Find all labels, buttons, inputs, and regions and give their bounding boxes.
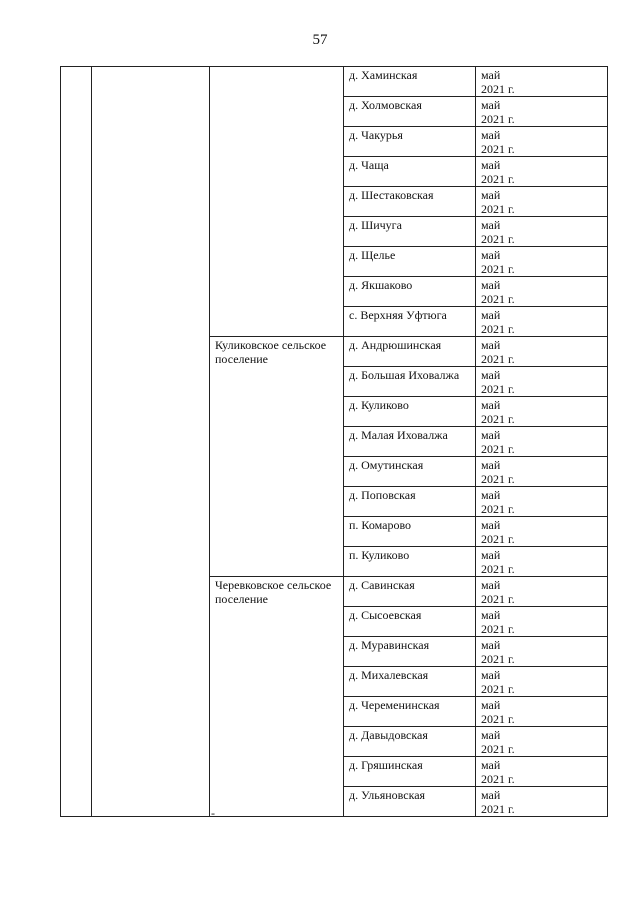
table-row [61, 67, 608, 97]
place-cell: д. Омутинская [344, 457, 476, 487]
settlement-cell: Черевковское сельское поселение [210, 577, 344, 817]
date-cell: май 2021 г. [476, 487, 608, 517]
place-cell: п. Комарово [344, 517, 476, 547]
settlement-cell [210, 67, 344, 337]
date-cell: май 2021 г. [476, 427, 608, 457]
schedule-table-body [61, 67, 608, 817]
place-cell: д. Чакурья [344, 127, 476, 157]
district-column-cell [92, 67, 210, 817]
date-cell: май 2021 г. [476, 457, 608, 487]
place-cell: д. Шестаковская [344, 187, 476, 217]
date-cell: май 2021 г. [476, 187, 608, 217]
date-cell: май 2021 г. [476, 247, 608, 277]
date-cell: май 2021 г. [476, 397, 608, 427]
date-cell: май 2021 г. [476, 517, 608, 547]
place-cell: д. Куликово [344, 397, 476, 427]
schedule-table [60, 66, 608, 817]
date-cell: май 2021 г. [476, 157, 608, 187]
date-cell: май 2021 г. [476, 277, 608, 307]
place-cell: д. Холмовская [344, 97, 476, 127]
date-cell: май 2021 г. [476, 637, 608, 667]
stray-mark: - [211, 806, 215, 820]
date-cell: май 2021 г. [476, 337, 608, 367]
place-cell: д. Ульяновская [344, 787, 476, 817]
place-cell: д. Чаща [344, 157, 476, 187]
date-cell: май 2021 г. [476, 307, 608, 337]
place-cell: д. Шичуга [344, 217, 476, 247]
settlement-cell: Куликовское сельское поселение [210, 337, 344, 577]
date-cell: май 2021 г. [476, 697, 608, 727]
date-cell: май 2021 г. [476, 577, 608, 607]
place-cell: д. Муравинская [344, 637, 476, 667]
date-cell: май 2021 г. [476, 127, 608, 157]
place-cell: п. Куликово [344, 547, 476, 577]
date-cell: май 2021 г. [476, 67, 608, 97]
place-cell: д. Савинская [344, 577, 476, 607]
date-cell: май 2021 г. [476, 547, 608, 577]
place-cell: д. Давыдовская [344, 727, 476, 757]
place-cell: д. Андрюшинская [344, 337, 476, 367]
date-cell: май 2021 г. [476, 217, 608, 247]
date-cell: май 2021 г. [476, 97, 608, 127]
place-cell: д. Щелье [344, 247, 476, 277]
date-cell: май 2021 г. [476, 757, 608, 787]
place-cell: д. Большая Иховалжа [344, 367, 476, 397]
place-cell: д. Череменинская [344, 697, 476, 727]
date-cell: май 2021 г. [476, 667, 608, 697]
place-cell: д. Михалевская [344, 667, 476, 697]
place-cell: д. Якшаково [344, 277, 476, 307]
page-number: 57 [312, 32, 328, 48]
place-cell: с. Верхняя Уфтюга [344, 307, 476, 337]
place-cell: д. Поповская [344, 487, 476, 517]
date-cell: май 2021 г. [476, 367, 608, 397]
place-cell: д. Сысоевская [344, 607, 476, 637]
place-cell: д. Малая Иховалжа [344, 427, 476, 457]
date-cell: май 2021 г. [476, 787, 608, 817]
date-cell: май 2021 г. [476, 727, 608, 757]
date-cell: май 2021 г. [476, 607, 608, 637]
place-cell: д. Гряшинская [344, 757, 476, 787]
number-column-cell [61, 67, 92, 817]
place-cell: д. Хаминская [344, 67, 476, 97]
